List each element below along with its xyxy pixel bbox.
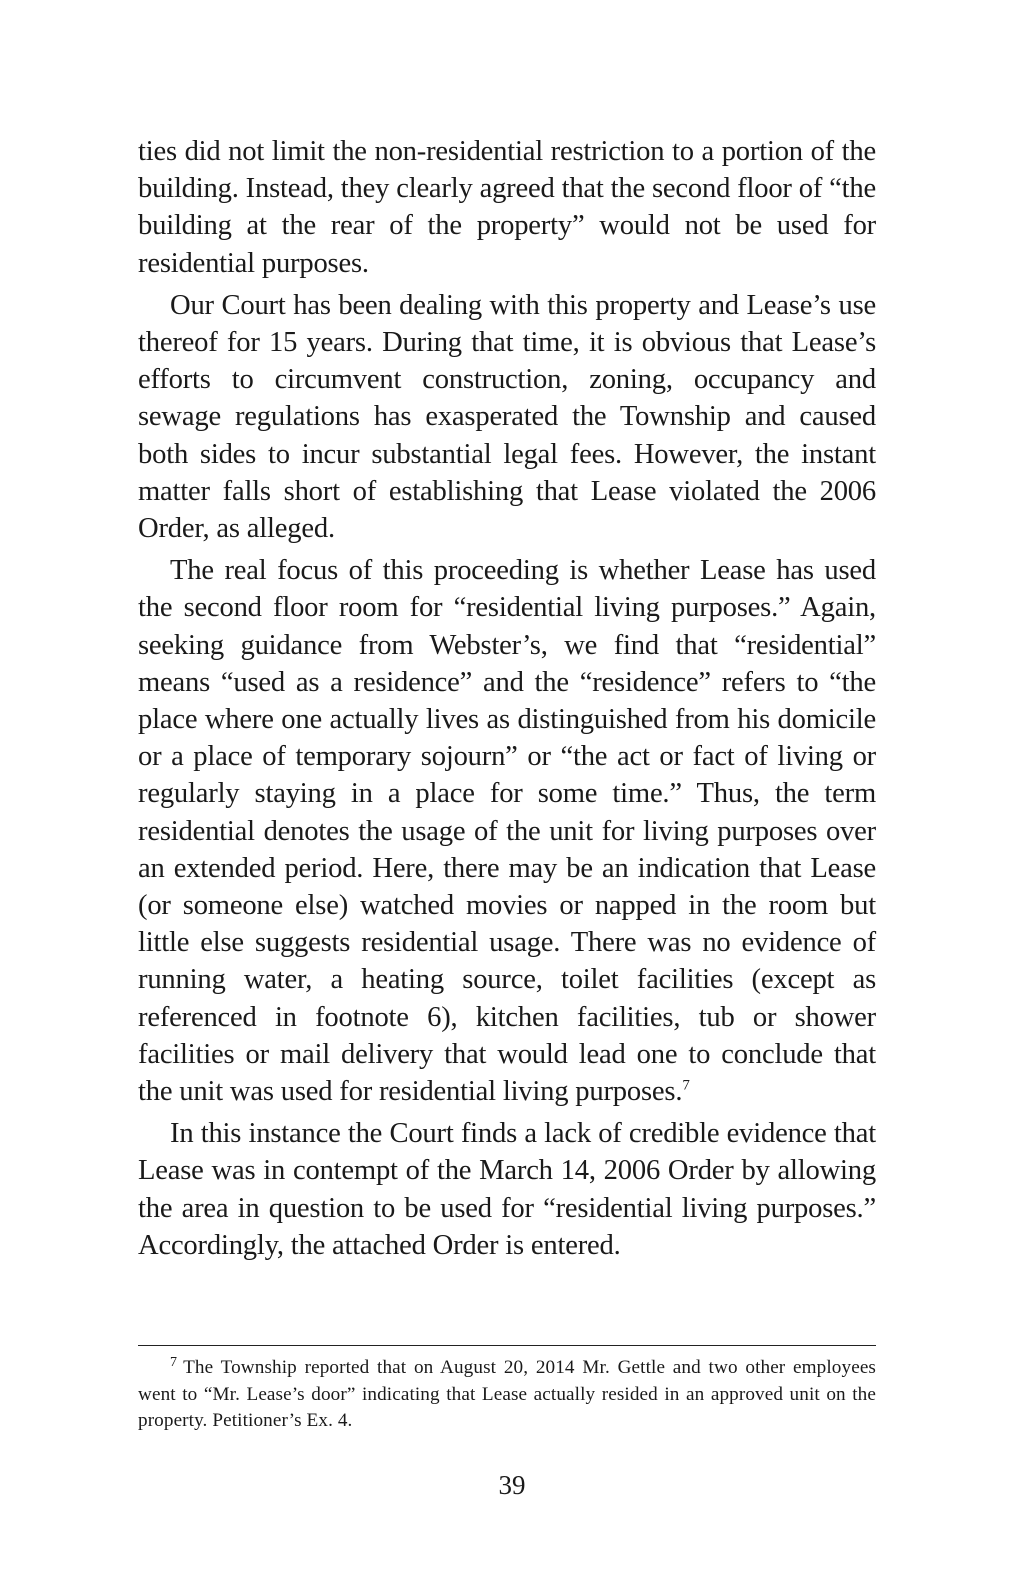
paragraph-3 <box>138 552 876 1110</box>
footnote <box>138 1355 876 1435</box>
paragraph-1 <box>138 133 876 282</box>
paragraph-4 <box>138 1115 876 1264</box>
page-number: 39 <box>498 1470 526 1500</box>
footnote-text: The Township reported that on August 20, 2014 Mr. Gettle and two other employees went to “Mr. Lease’s door” indicating that Lease actually resided in an approved unit on the property. Petitioner’s Ex. 4. <box>138 1357 876 1431</box>
main-text <box>138 133 876 1269</box>
paragraph-2-text: Our Court has been dealing with this property and Lease’s use thereof for 15 years. During that time, it is obvious that Lease’s efforts to circumvent construction, zoning, occupancy and sewage regulations has exasperated the Township and caused both sides to incur substantial legal fees. However, the instant matter falls short of establishing that Lease violated the 2006 Order, as alleged. <box>138 289 876 545</box>
paragraph-4-text: In this instance the Court finds a lack of credible evidence that Lease was in contempt of the March 14, 2006 Order by allowing the area in question to be used for “residential living purposes.” Accordingly, the attached Order is entered. <box>138 1118 876 1261</box>
footnote-divider <box>138 1345 876 1346</box>
footnote-number: 7 <box>170 1354 178 1370</box>
paragraph-1-text: ties did not limit the non-residential restriction to a portion of the building. Instead, they clearly agreed that the second floor of “the building at the rear of the property” would not be used for residential purposes. <box>138 136 876 279</box>
paragraph-2 <box>138 287 876 547</box>
footnote-reference: 7 <box>682 1077 690 1094</box>
paragraph-3-text: The real focus of this proceeding is whether Lease has used the second floor room for “residential living purposes.” Again, seeking guidance from Webster’s, we find that “residential” means “used as a residence” and the “residence” refers to “the place where one actually lives as distinguished from his domicile or a place of temporary sojourn” or “the act or fact of living or regularly staying in a place for some time.” Thus, the term residential denotes the usage of the unit for living purposes over an extended period. Here, there may be an indication that Lease (or someone else) watched movies or napped in the room but little else suggests residential usage. There was no evidence of running water, a heating source, toilet facilities (except as referenced in footnote 6), kitchen facilities, tub or shower facilities or mail delivery that would lead one to conclude that the unit was used for residential living purposes. <box>138 555 876 1108</box>
